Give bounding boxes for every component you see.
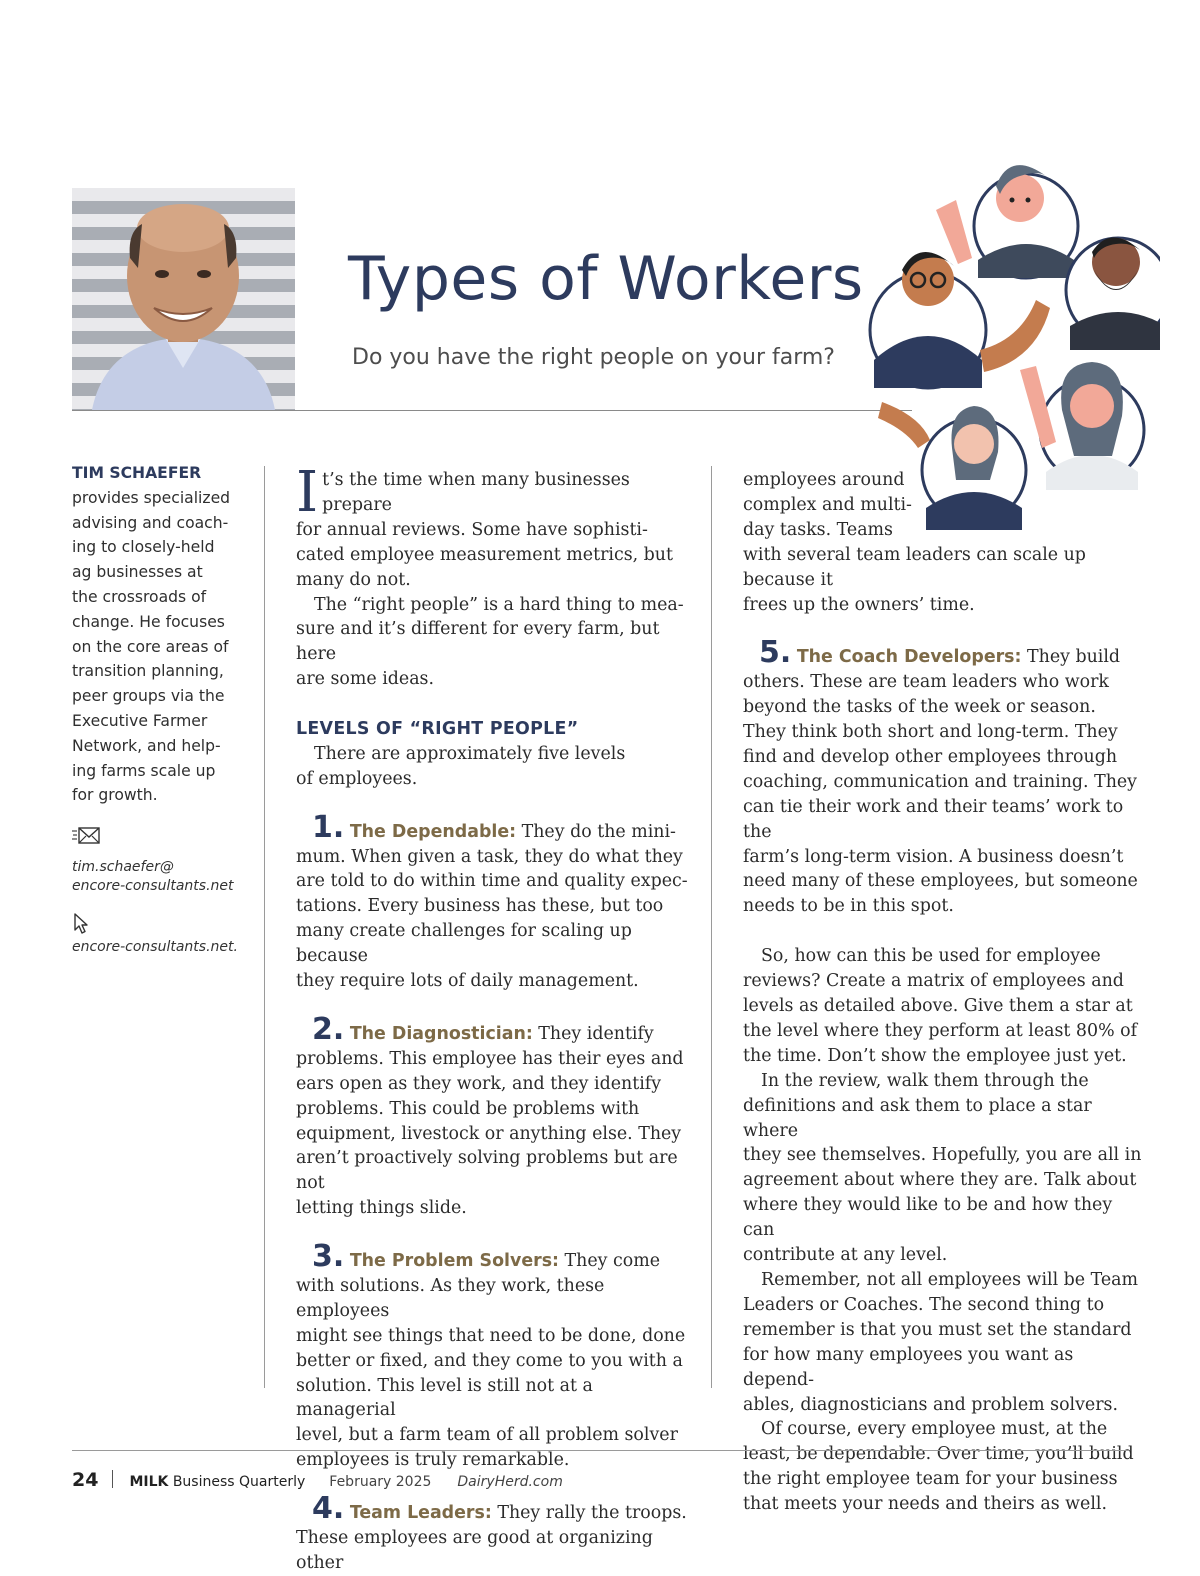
bio-line: peer groups via the bbox=[72, 687, 225, 706]
text-line: They do the mini- bbox=[516, 821, 676, 842]
header-divider bbox=[72, 410, 912, 411]
text-line: they require lots of daily management. bbox=[296, 971, 639, 992]
text-line: of employees. bbox=[296, 768, 418, 789]
text-line: need many of these employees, but someone bbox=[743, 871, 1138, 892]
bio-line: Executive Farmer bbox=[72, 711, 208, 730]
text-line: they see themselves. Hopefully, you are all in bbox=[743, 1145, 1142, 1166]
text-line: with solutions. As they work, these employees bbox=[296, 1275, 605, 1321]
level-term: The Diagnostician: bbox=[349, 1023, 533, 1044]
body-column-2 bbox=[743, 468, 1143, 1517]
text-line: They think both short and long-term. They bbox=[743, 722, 1118, 743]
author-bio bbox=[72, 486, 252, 808]
level-number: 3. bbox=[312, 1239, 345, 1275]
magazine-name-bold: MILK bbox=[129, 1474, 169, 1490]
text-line: ables, diagnosticians and problem solvers. bbox=[743, 1394, 1118, 1415]
text-line: They rally the troops. bbox=[491, 1503, 687, 1524]
text-line: letting things slide. bbox=[296, 1198, 467, 1219]
text-line: for how many employees you want as depend- bbox=[743, 1344, 1074, 1390]
level-term: The Dependable: bbox=[349, 821, 517, 842]
author-photo bbox=[72, 188, 295, 410]
text-line: agreement about where they are. Talk about bbox=[743, 1170, 1137, 1191]
text-line: others. These are team leaders who work bbox=[743, 672, 1109, 693]
text-line: reviews? Create a matrix of employees and bbox=[743, 971, 1124, 992]
text-line: equipment, livestock or anything else. They bbox=[296, 1123, 682, 1144]
article-title: Types of Workers bbox=[348, 244, 864, 314]
bio-line: ag businesses at bbox=[72, 563, 203, 582]
bio-line: transition planning, bbox=[72, 662, 224, 681]
text-line: tations. Every business has these, but too bbox=[296, 896, 664, 917]
text-line: that meets your needs and theirs as well. bbox=[743, 1494, 1107, 1515]
intro-paragraph bbox=[296, 460, 696, 593]
email-line: encore-consultants.net bbox=[72, 878, 234, 895]
text-line: ears open as they work, and they identify bbox=[296, 1073, 662, 1094]
text-line: Remember, not all employees will be Team bbox=[761, 1269, 1139, 1290]
level-item-4 bbox=[296, 1491, 696, 1576]
text-line: day tasks. Teams bbox=[743, 519, 893, 540]
issue-date: February 2025 bbox=[329, 1474, 432, 1490]
text-line: levels as detailed above. Give them a star at bbox=[743, 996, 1133, 1016]
text-line: complex and multi- bbox=[743, 494, 912, 515]
level-item-4-continued bbox=[743, 468, 1143, 617]
level-number: 2. bbox=[312, 1011, 345, 1047]
text-line: Of course, every employee must, at the bbox=[761, 1419, 1108, 1440]
level-number: 5. bbox=[759, 635, 792, 671]
magazine-name bbox=[129, 1474, 305, 1490]
text-line: beyond the tasks of the week or season. bbox=[743, 697, 1096, 718]
footer-website[interactable]: DairyHerd.com bbox=[457, 1474, 563, 1490]
column-divider-right bbox=[711, 466, 712, 1388]
text-line: They build bbox=[1021, 647, 1121, 668]
text-line: definitions and ask them to place a star where bbox=[743, 1095, 1092, 1141]
footer-divider bbox=[72, 1450, 1128, 1451]
magazine-name-rest: Business Quarterly bbox=[168, 1474, 306, 1490]
bio-line: advising and coach- bbox=[72, 513, 229, 532]
text-line: the level where they perform at least 80% of bbox=[743, 1020, 1138, 1041]
text-line: where they would like to be and how they can bbox=[743, 1195, 1113, 1241]
level-term: Team Leaders: bbox=[349, 1503, 492, 1524]
text-line: might see things that need to be done, done bbox=[296, 1325, 686, 1346]
text-line: many do not. bbox=[296, 569, 411, 590]
text-line: needs to be in this spot. bbox=[743, 896, 954, 917]
bio-line: provides specialized bbox=[72, 488, 231, 507]
paragraph bbox=[296, 742, 696, 792]
text-line: So, how can this be used for employee bbox=[761, 946, 1101, 967]
paragraph bbox=[296, 593, 696, 693]
text-line: contribute at any level. bbox=[743, 1245, 948, 1266]
paragraph bbox=[743, 1069, 1143, 1268]
text-line: aren’t proactively solving problems but are not bbox=[296, 1148, 678, 1194]
bio-line: for growth. bbox=[72, 786, 158, 805]
text-line: t’s the time when many businesses prepare bbox=[322, 470, 630, 515]
text-line: They identify bbox=[532, 1023, 654, 1044]
text-line: Leaders or Coaches. The second thing to bbox=[743, 1294, 1105, 1315]
text-line: many create challenges for scaling up because bbox=[296, 921, 632, 967]
level-item-5 bbox=[743, 635, 1143, 919]
level-number: 1. bbox=[312, 809, 345, 845]
page-footer bbox=[72, 1468, 563, 1491]
section-heading: LEVELS OF “RIGHT PEOPLE” bbox=[296, 719, 579, 740]
level-item-1 bbox=[296, 809, 696, 994]
text-line: better or fixed, and they come to you with a bbox=[296, 1350, 683, 1371]
level-term: The Coach Developers: bbox=[796, 647, 1022, 668]
text-line: the time. Don’t show the employee just yet. bbox=[743, 1045, 1127, 1066]
level-number: 4. bbox=[312, 1491, 345, 1527]
author-portrait-image bbox=[72, 188, 295, 410]
text-line: with several team leaders can scale up because it bbox=[743, 544, 1086, 590]
text-line: The “right people” is a hard thing to mea- bbox=[314, 594, 684, 615]
text-line: least, be dependable. Over time, you’ll build bbox=[743, 1444, 1134, 1465]
text-line: There are approximately five levels bbox=[314, 743, 626, 764]
bio-line: ing farms scale up bbox=[72, 761, 216, 780]
text-line: are some ideas. bbox=[296, 669, 435, 690]
footer-separator bbox=[112, 1470, 113, 1488]
level-item-3 bbox=[296, 1239, 696, 1473]
level-item-2 bbox=[296, 1011, 696, 1221]
text-line: problems. This employee has their eyes and bbox=[296, 1048, 684, 1069]
bio-line: Network, and help- bbox=[72, 736, 221, 755]
text-line: remember is that you must set the standard bbox=[743, 1319, 1132, 1340]
website-link[interactable]: encore-consultants.net. bbox=[72, 939, 238, 956]
body-column-1 bbox=[296, 460, 696, 1576]
column-divider-left bbox=[264, 466, 265, 1388]
bio-line: the crossroads of bbox=[72, 587, 207, 606]
text-line: cated employee measurement metrics, but bbox=[296, 544, 673, 565]
paragraph bbox=[743, 1268, 1143, 1417]
bio-line: on the core areas of bbox=[72, 637, 229, 656]
level-term: The Problem Solvers: bbox=[349, 1251, 560, 1272]
text-line: These employees are good at organizing other bbox=[296, 1527, 653, 1573]
text-line: problems. This could be problems with bbox=[296, 1098, 640, 1119]
paragraph bbox=[743, 1417, 1143, 1517]
text-line: find and develop other employees through bbox=[743, 746, 1118, 767]
text-line: frees up the owners’ time. bbox=[743, 594, 975, 615]
text-line: They come bbox=[559, 1251, 660, 1272]
paragraph bbox=[743, 944, 1143, 1069]
author-name: TIM SCHAEFER bbox=[72, 464, 202, 482]
text-line: are told to do within time and quality expec- bbox=[296, 871, 688, 892]
text-line: for annual reviews. Some have sophisti- bbox=[296, 519, 648, 540]
text-line: employees around bbox=[743, 470, 905, 490]
text-line: sure and it’s different for every farm, but here bbox=[296, 619, 660, 665]
text-line: level, but a farm team of all problem solver bbox=[296, 1425, 678, 1446]
text-line: farm’s long-term vision. A business doesn’t bbox=[743, 846, 1124, 867]
bio-line: change. He focuses bbox=[72, 612, 225, 631]
text-line: can tie their work and their teams’ work to the bbox=[743, 796, 1124, 842]
email-line: tim.schaefer@ bbox=[72, 859, 174, 876]
bio-line: ing to closely-held bbox=[72, 538, 215, 557]
text-line: mum. When given a task, they do what they bbox=[296, 846, 683, 867]
text-line: employees is truly remarkable. bbox=[296, 1450, 570, 1471]
author-sidebar bbox=[72, 461, 252, 957]
drop-cap: I bbox=[296, 460, 319, 525]
article-subtitle: Do you have the right people on your farm? bbox=[352, 345, 835, 370]
text-line: coaching, communication and training. They bbox=[743, 771, 1138, 792]
email-link[interactable] bbox=[72, 858, 252, 896]
text-line: the right employee team for your business bbox=[743, 1469, 1118, 1490]
page-number: 24 bbox=[72, 1469, 99, 1491]
text-line: solution. This level is still not at a managerial bbox=[296, 1375, 593, 1421]
cursor-icon bbox=[72, 912, 90, 936]
text-line: In the review, walk them through the bbox=[761, 1070, 1089, 1091]
email-icon bbox=[72, 826, 100, 846]
